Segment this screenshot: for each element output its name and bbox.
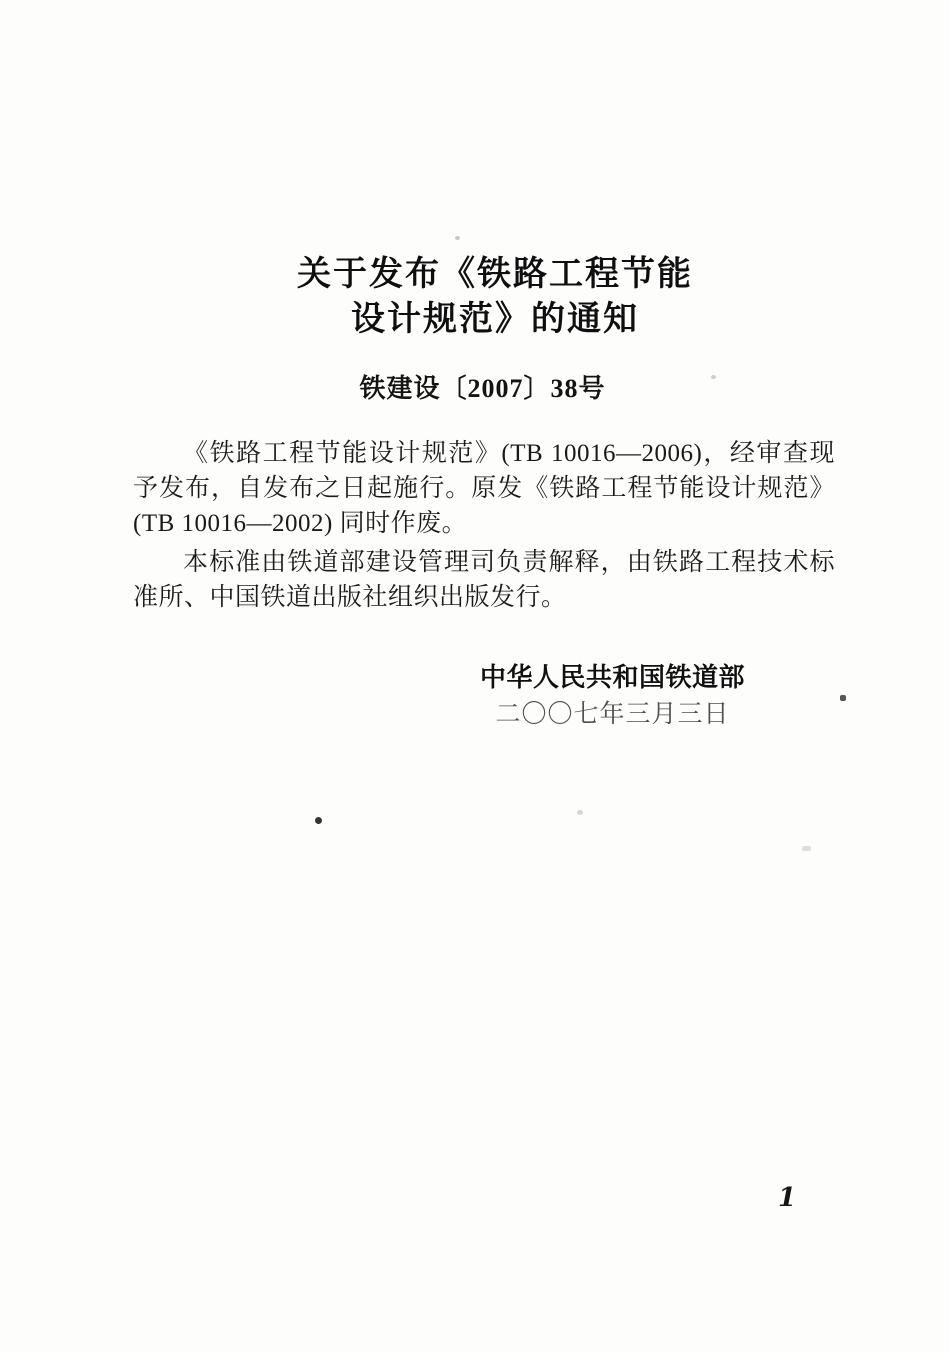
body-paragraph: 《铁路工程节能设计规范》(TB 10016—2006)，经审查现予发布，自发布之日起施行。原发《铁路工程节能设计规范》(TB 10016—2002) 同时作废。	[133, 440, 835, 537]
scan-artifact	[455, 236, 460, 240]
scan-artifact	[802, 846, 811, 851]
issue-date: 二〇〇七年三月三日	[495, 701, 730, 728]
title-line-2: 设计规范》的通知	[351, 301, 639, 338]
issuing-authority: 中华人民共和国铁道部	[479, 662, 745, 692]
page-number: 1	[778, 1183, 797, 1213]
notice-body	[133, 436, 835, 615]
scan-artifact	[577, 810, 583, 815]
body-paragraph: 本标准由铁道部建设管理司负责解释，由铁路工程技术标准所、中国铁道出版社组织出版发行。	[133, 549, 835, 611]
title-line-1: 关于发布《铁路工程节能	[297, 256, 693, 293]
scan-artifact	[840, 695, 846, 701]
scan-artifact	[315, 817, 322, 824]
notice-title	[0, 252, 950, 342]
colophon	[420, 662, 805, 730]
scan-artifact	[711, 375, 716, 379]
document-number: 铁建设〔2007〕38号	[359, 374, 606, 403]
